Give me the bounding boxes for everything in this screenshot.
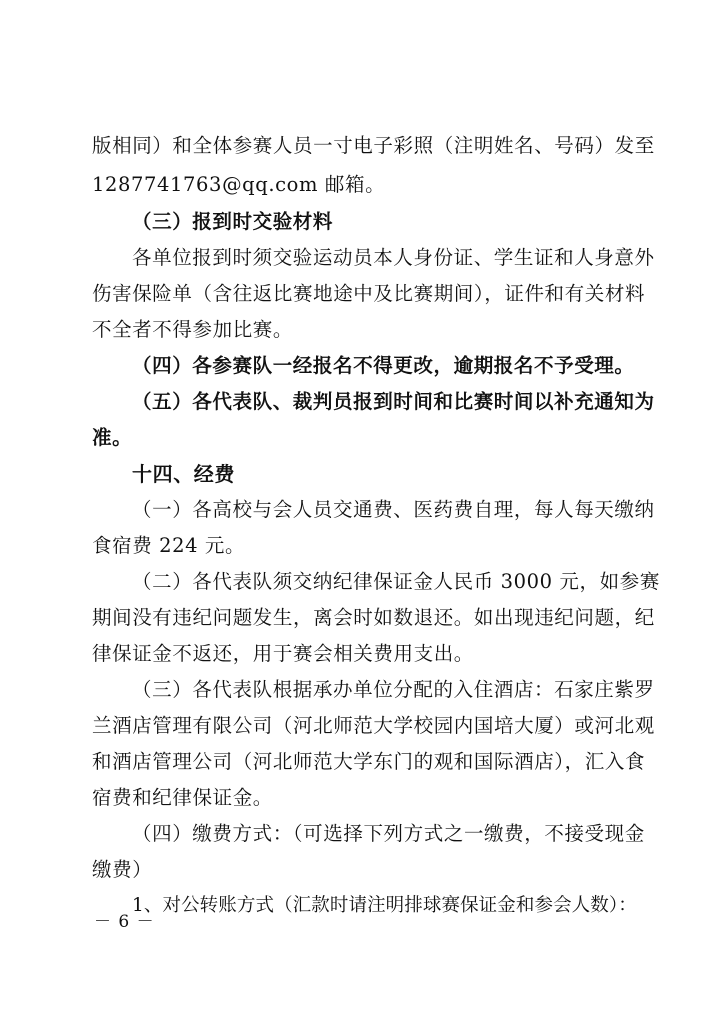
paragraph-line-11: （一）各高校与会人员交通费、医药费自理，每人每天缴纳 [132,498,655,521]
paragraph-line-20: （四）缴费方式：（可选择下列方式之一缴费，不接受现金 [132,822,645,845]
paragraph-line-14: 期间没有违纪问题发生，离会时如数退还。如出现违纪问题，纪 [92,606,655,629]
paragraph-line-17: 兰酒店管理有限公司（河北师范大学校园内国培大厦）或河北观 [92,714,655,737]
section-heading-funds: 十四、经费 [132,462,235,486]
subheading-report-materials: （三）报到时交验材料 [132,210,334,233]
paragraph-line-22: 1、对公转账方式（汇款时请注明排球赛保证金和参会人数）： [132,895,637,916]
paragraph-line-16: （三）各代表队根据承办单位分配的入住酒店：石家庄紫罗 [132,678,655,701]
paragraph-line-12: 食宿费 224 元。 [92,534,246,557]
subheading-report-time-cont: 准。 [92,426,133,449]
paragraph-line-13: （二）各代表队须交纳纪律保证金人民币 3000 元，如参赛 [132,570,660,593]
paragraph-line-5: 伤害保险单（含往返比赛地途中及比赛期间），证件和有关材料 [92,282,646,305]
paragraph-line-21: 缴费） [92,858,153,881]
paragraph-line-15: 律保证金不返还，用于赛会相关费用支出。 [92,642,474,665]
paragraph-line-4: 各单位报到时须交验运动员本人身份证、学生证和人身意外 [132,246,655,269]
paragraph-line-2: 1287741763@qq.com 邮箱。 [92,173,386,196]
paragraph-line-19: 宿费和纪律保证金。 [92,786,273,809]
page-number: － 6 － [94,912,155,932]
paragraph-line-18: 和酒店管理公司（河北师范大学东门的观和国际酒店），汇入食 [92,750,646,773]
paragraph-line-1: 版相同）和全体参赛人员一寸电子彩照（注明姓名、号码）发至 [92,134,655,157]
subheading-report-time: （五）各代表队、裁判员报到时间和比赛时间以补充通知为 [132,390,655,413]
subheading-no-changes: （四）各参赛队一经报名不得更改，逾期报名不予受理。 [132,354,635,377]
paragraph-line-6: 不全者不得参加比赛。 [92,318,294,341]
